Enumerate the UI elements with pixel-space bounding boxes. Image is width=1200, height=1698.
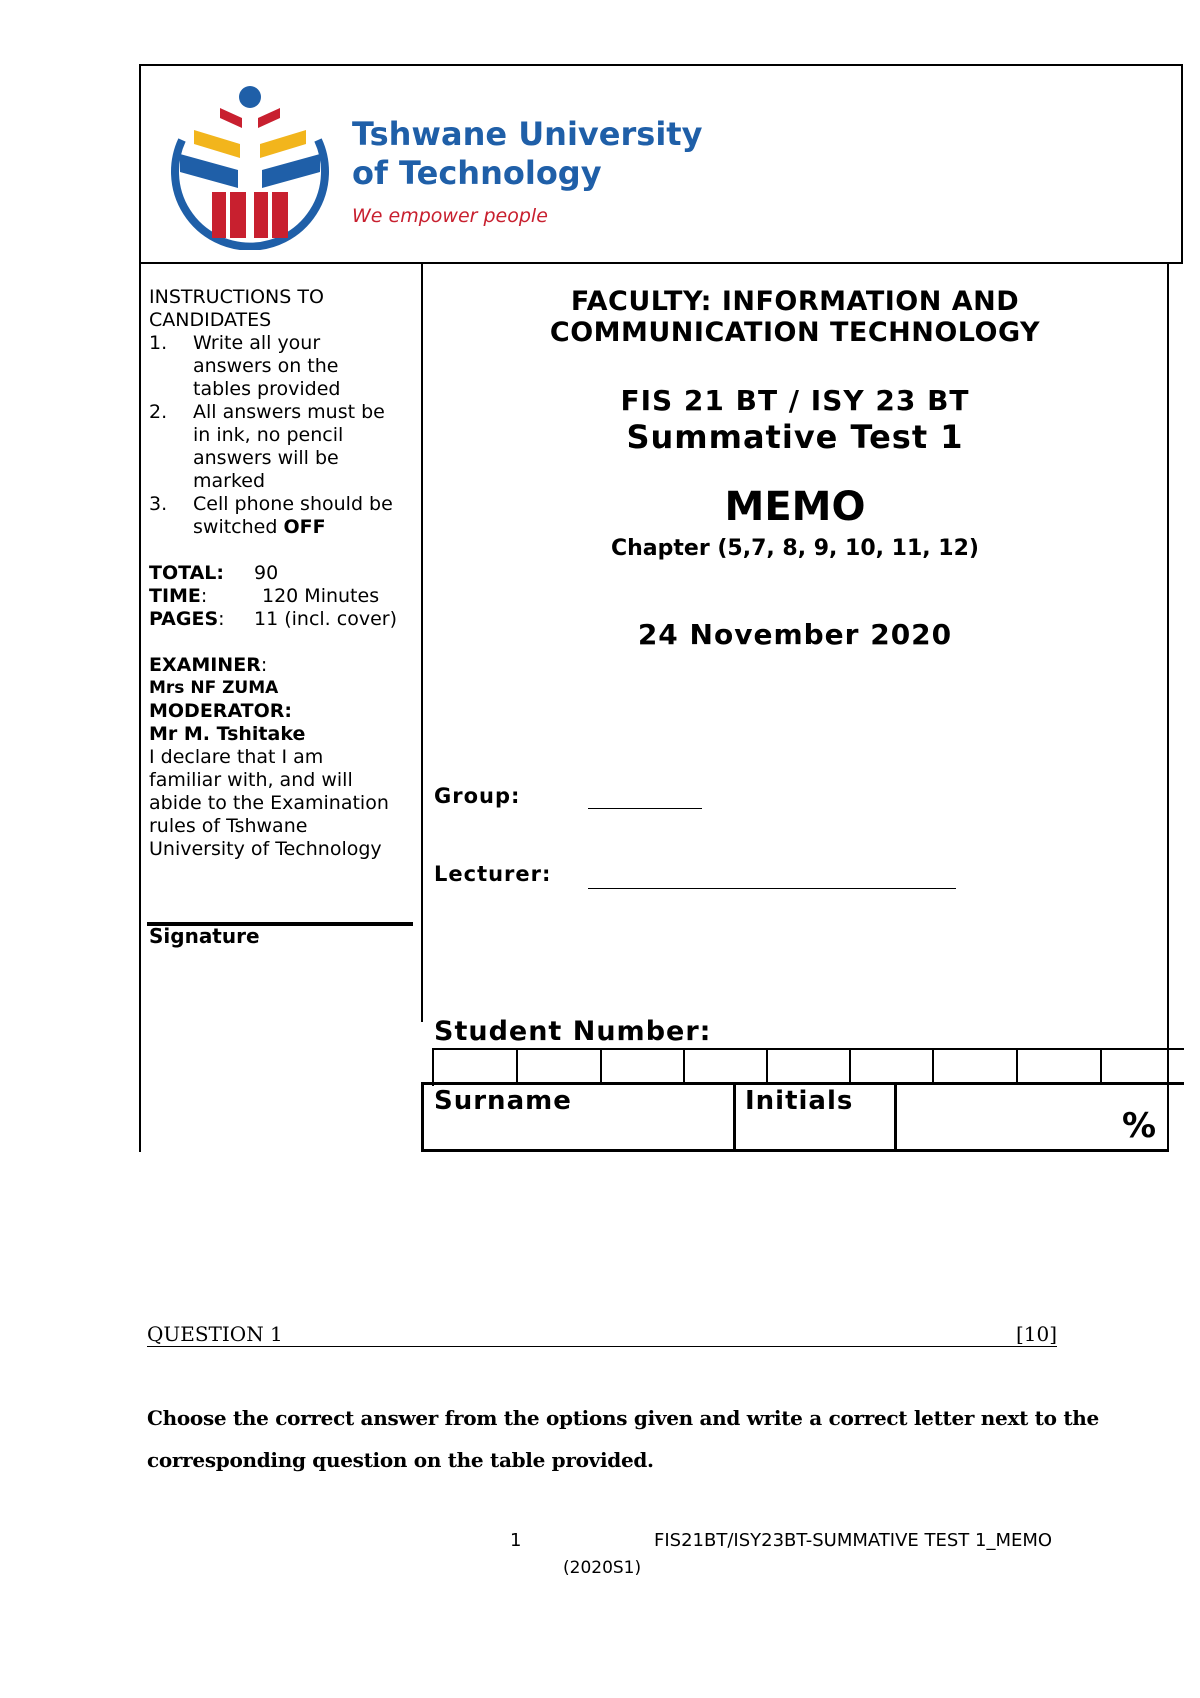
lecturer-label: Lecturer: (434, 862, 552, 886)
test-name: Summative Test 1 (626, 418, 964, 456)
footer-term: (2020S1) (563, 1558, 642, 1578)
student-number-cell[interactable] (849, 1048, 851, 1084)
group-underline[interactable] (588, 808, 702, 809)
test-date: 24 November 2020 (637, 618, 953, 651)
examiner-label: EXAMINER: (149, 654, 268, 676)
student-number-cell[interactable] (600, 1048, 602, 1084)
university-tagline: We empower people (352, 205, 548, 227)
pages-row: PAGES: 11 (incl. cover) (149, 608, 397, 630)
university-name-line2: of Technology (352, 154, 602, 192)
question-instruction-line1: Choose the correct answer from the options given and write a correct letter next to the (147, 1406, 1099, 1430)
total-row: TOTAL: 90 (149, 562, 279, 584)
student-number-cell[interactable] (1016, 1048, 1018, 1084)
student-number-cell[interactable] (932, 1048, 934, 1084)
instruction-item: 1. Write all your answers on the tables provided (149, 332, 341, 400)
declaration-text: I declare that I am familiar with, and will abide to the Examination rules of Tshwane University of Technology (149, 746, 389, 860)
signature-label: Signature (149, 924, 260, 948)
student-number-label: Student Number: (434, 1016, 712, 1047)
student-number-cell[interactable] (766, 1048, 768, 1084)
instructions-heading: INSTRUCTIONS TO CANDIDATES (149, 286, 324, 331)
moderator-label: MODERATOR: (149, 700, 293, 722)
surname-label: Surname (434, 1086, 572, 1116)
chapters: Chapter (5,7, 8, 9, 10, 11, 12) (611, 536, 979, 561)
tut-logo-emblem-icon (160, 80, 340, 250)
course-code: FIS 21 BT / ISY 23 BT (620, 384, 970, 417)
question-underline (147, 1346, 1057, 1347)
university-name-line1: Tshwane University (352, 115, 703, 153)
instruction-item: 3. Cell phone should be switched OFF (149, 493, 393, 538)
question-title: QUESTION 1 (147, 1322, 283, 1346)
page-number: 1 (510, 1530, 522, 1551)
memo-title: MEMO (724, 484, 866, 530)
question-marks: [10] (1016, 1322, 1058, 1346)
time-row: TIME: 120 Minutes (149, 585, 380, 607)
percent-sign: % (1122, 1106, 1157, 1146)
instruction-item: 2. All answers must be in ink, no pencil answers will be marked (149, 401, 385, 492)
group-label: Group: (434, 784, 521, 808)
faculty-title: FACULTY: INFORMATION AND COMMUNICATION TECHNOLOGY (549, 286, 1041, 348)
student-number-cell[interactable] (683, 1048, 685, 1084)
student-number-cell[interactable] (516, 1048, 518, 1084)
question-instruction-line2: corresponding question on the table provided. (147, 1448, 654, 1472)
moderator-name: Mr M. Tshitake (149, 723, 306, 745)
student-number-cell[interactable] (1100, 1048, 1102, 1084)
footer-doc-title: FIS21BT/ISY23BT-SUMMATIVE TEST 1_MEMO (654, 1530, 1053, 1551)
instructions-block (149, 286, 419, 861)
cover-right-border (1167, 262, 1169, 1152)
examiner-name: Mrs NF ZUMA (149, 678, 279, 698)
initials-label: Initials (745, 1086, 854, 1116)
lecturer-underline[interactable] (588, 888, 956, 889)
